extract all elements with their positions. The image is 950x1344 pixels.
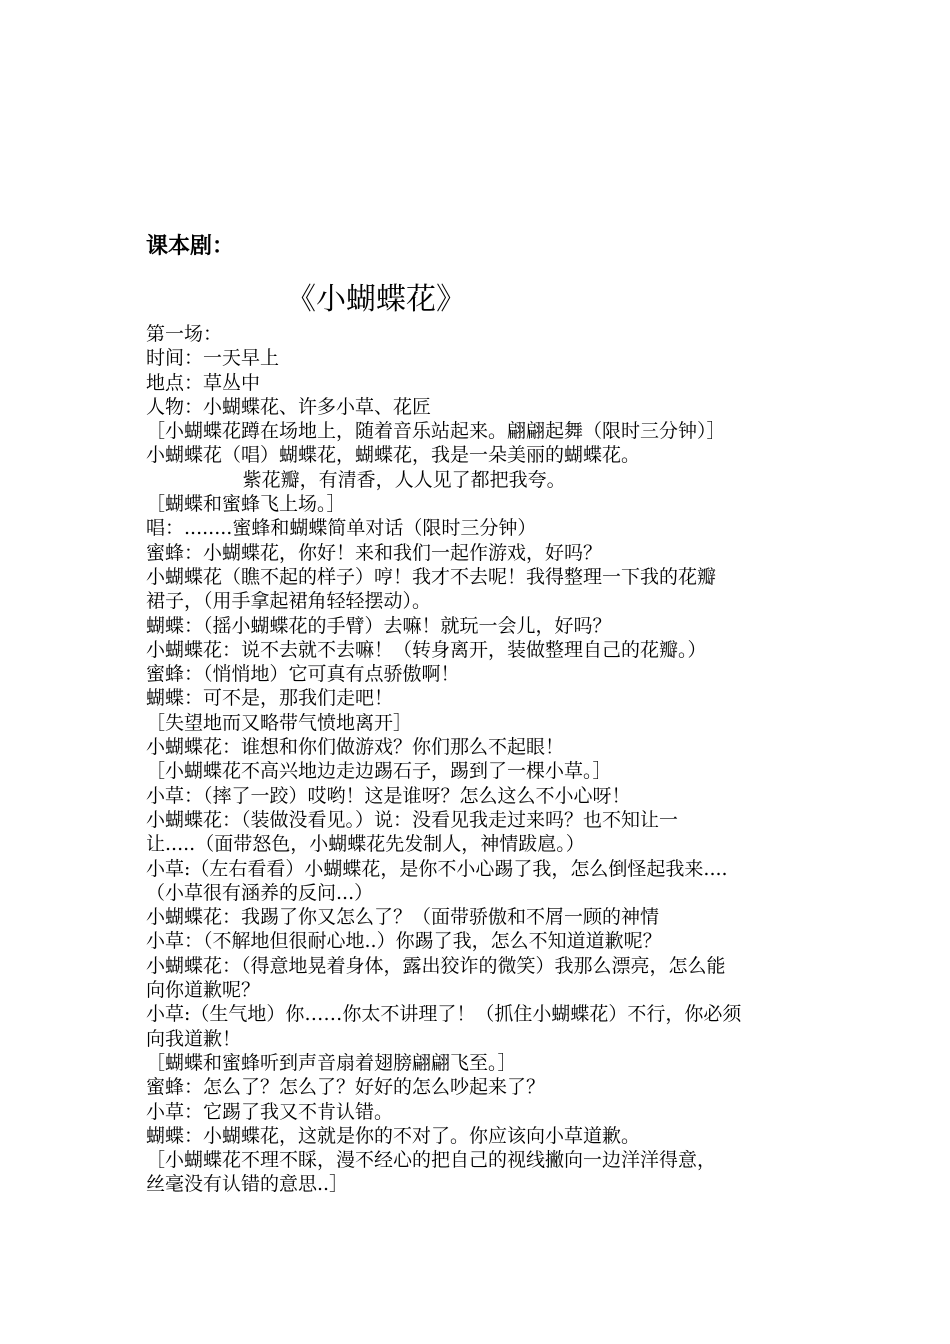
script-line: 小蝴蝶花：谁想和你们做游戏？你们那么不起眼！ [146, 736, 565, 759]
script-line: （小草很有涵养的反问...） [146, 881, 374, 904]
script-line: 小蝴蝶花：（得意地晃着身体，露出狡诈的微笑）我那么漂亮，怎么能 [146, 954, 726, 977]
script-line: 小草：它踢了我又不肯认错。 [146, 1100, 394, 1123]
script-line: 蝴蝶：小蝴蝶花，这就是你的不对了。你应该向小草道歉。 [146, 1124, 641, 1147]
script-line: ［蝴蝶和蜜蜂听到声音扇着翅膀翩翩飞至。］ [146, 1051, 517, 1074]
script-line: 蜜蜂：小蝴蝶花，你好！来和我们一起作游戏，好吗？ [146, 541, 603, 564]
script-line: 让.....（面带怒色，小蝴蝶花先发制人，神情跋扈。） [146, 833, 585, 856]
script-line: ［小蝴蝶花不理不睬，漫不经心的把自己的视线撇向一边洋洋得意， [146, 1149, 717, 1172]
script-line: 小草:（左右看看）小蝴蝶花，是你不小心踢了我，怎么倒怪起我来.... [146, 857, 728, 880]
script-line: 紫花瓣，有清香，人人见了都把我夸。 [146, 468, 566, 491]
script-line: 地点：草丛中 [146, 371, 261, 394]
script-line: ［失望地而又略带气愤地离开］ [146, 711, 413, 734]
script-line: ［蝴蝶和蜜蜂飞上场。］ [146, 493, 346, 516]
script-line: 裙子，（用手拿起裙角轻轻摆动）。 [146, 590, 432, 613]
script-line: 蜜蜂：怎么了？怎么了？好好的怎么吵起来了？ [146, 1076, 546, 1099]
script-line: 小蝴蝶花：（装做没看见。）说：没看见我走过来吗？也不知让一 [146, 808, 679, 831]
script-line: 小草：（摔了一跤）哎哟！这是谁呀？怎么这么不小心呀！ [146, 784, 631, 807]
script-line: 蝴蝶：（摇小蝴蝶花的手臂）去嘛！就玩一会儿，好吗？ [146, 614, 612, 637]
script-line: 向你道歉呢？ [146, 979, 261, 1002]
script-line: 小蝴蝶花：我踢了你又怎么了？（面带骄傲和不屑一顾的神情 [146, 906, 660, 929]
play-title: 《小蝴蝶花》 [286, 282, 466, 317]
script-line: 向我道歉！ [146, 1027, 242, 1050]
script-line: 蝴蝶：可不是，那我们走吧！ [146, 687, 394, 710]
script-line: 唱：........蜜蜂和蝴蝶简单对话（限时三分钟） [146, 517, 537, 540]
script-line: ［小蝴蝶花不高兴地边走边踢石子，踢到了一棵小草。］ [146, 760, 612, 783]
script-line: 小蝴蝶花：说不去就不去嘛！（转身离开，装做整理自己的花瓣。） [146, 638, 707, 661]
script-line: 第一场： [146, 323, 223, 345]
script-line: 蜜蜂：（悄悄地）它可真有点骄傲啊！ [146, 663, 460, 686]
script-line: 时间：一天早上 [146, 347, 280, 370]
script-line: 丝毫没有认错的意思..］ [146, 1173, 349, 1196]
script-line: 小草：（不解地但很耐心地..）你踢了我，怎么不知道道歉呢？ [146, 930, 662, 953]
script-line: 小蝴蝶花（唱）蝴蝶花，蝴蝶花，我是一朵美丽的蝴蝶花。 [146, 444, 641, 467]
script-line: 小草:（生气地）你……你太不讲理了！（抓住小蝴蝶花）不行，你必须 [146, 1003, 742, 1026]
script-body [146, 322, 826, 1197]
section-heading: 课本剧： [146, 234, 235, 259]
script-line: ［小蝴蝶花蹲在场地上，随着音乐站起来。翩翩起舞（限时三分钟）］ [146, 420, 726, 443]
script-line: 人物：小蝴蝶花、许多小草、花匠 [146, 395, 432, 418]
script-line: 小蝴蝶花（瞧不起的样子）哼！我才不去呢！我得整理一下我的花瓣 [146, 565, 717, 588]
